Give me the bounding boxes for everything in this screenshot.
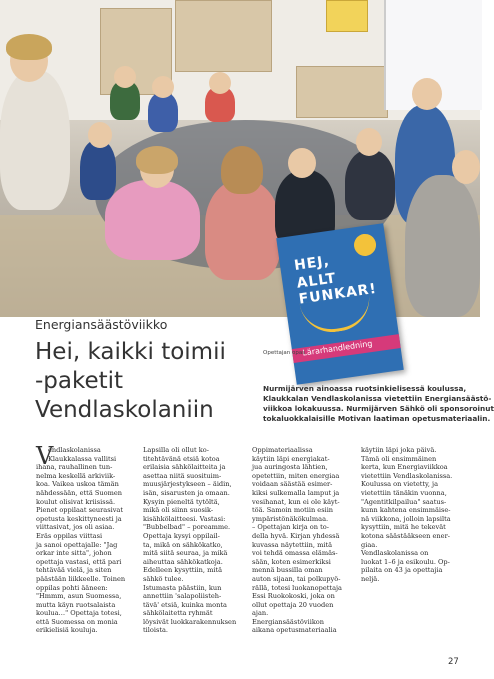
title-line: -paketit	[35, 368, 124, 394]
lead-line: Klaukkalan Vendlaskolanissa vietettiin Energiansäästö-	[263, 394, 492, 403]
body-line: isän, sisarusten ja omaan.	[143, 488, 230, 497]
title-line: Vendlaskolaniin	[35, 397, 214, 423]
body-line: erilaisia sähkölaitteita ja	[143, 463, 226, 472]
body-line: endlaskolanissa	[48, 446, 101, 454]
book-band-text: Lärarhandledning	[301, 338, 373, 358]
body-line: annettiin 'salapoliisteh-	[143, 592, 222, 601]
body-line: mitä siitä seuraa, ja mikä	[143, 549, 228, 558]
body-line: päästään liikkeelle. Toinen	[36, 574, 126, 583]
body-line: ja sanoi opettajalle: "Jag	[36, 540, 118, 549]
body-line: opetusta keskittyneesti ja	[36, 514, 122, 523]
article-lead	[263, 384, 494, 424]
body-column-1	[36, 442, 136, 635]
body-line: tiloista.	[143, 626, 169, 635]
body-line: Opettaja kysyi oppilail-	[143, 531, 220, 540]
teacher-left-hair	[6, 34, 52, 60]
body-line: Klaukkalassa vallitsi	[48, 454, 117, 463]
book-title-line-2: ALLT FUNKAR!	[295, 270, 378, 308]
body-line: Eräs oppilas viittasi	[36, 531, 103, 540]
body-column-4	[361, 446, 461, 584]
body-line: della hyvä. Kirjan yhdessä	[252, 531, 340, 540]
body-line: käytiin läpi joka päivä.	[361, 446, 437, 454]
body-line: muusjärjestykseen – äidin,	[143, 480, 232, 489]
body-line: töä. Samoin motiin esiin	[252, 506, 334, 515]
body-line: luokat 1–6 ja esikoulu. Op-	[361, 557, 450, 566]
title-line: Hei, kaikki toimii	[35, 339, 226, 365]
body-line: "Agentitkilpailua" saatus-	[361, 497, 447, 506]
child-back-red-head	[209, 72, 231, 94]
body-line: kunn kahtena ensimmäise-	[361, 506, 451, 515]
body-line: mutta käyn ruotsalaista	[36, 600, 116, 609]
body-column-2	[143, 446, 243, 635]
body-line: sään, koten esimerkiksi	[252, 557, 331, 566]
page-number: 27	[448, 657, 459, 667]
body-line: kiksi sulkemalla lamput ja	[252, 488, 340, 497]
body-line: ympäristönäkökulmaa.	[252, 514, 329, 523]
body-line: Oppimateriaalissa	[252, 446, 313, 454]
body-line: kotona säästääkseen ener-	[361, 531, 450, 540]
body-line: oppilas pohti ääneen:	[36, 583, 108, 592]
body-line: että Suomessa on monia	[36, 617, 118, 626]
body-line: "Hmmm, asun Suomessa,	[36, 592, 122, 601]
body-line: vesihanat, kun ei ole käyt-	[252, 497, 340, 506]
teacher-right-head	[412, 78, 442, 110]
body-line: viittasivat, jos oli asiaa.	[36, 523, 115, 532]
body-line: jua auringosta lähtien,	[252, 463, 328, 472]
body-line: aikana opetusmateriaalia	[252, 626, 337, 635]
lead-line: viikkoa lokakuussa. Nurmijärven Sähkö oli sponsoroinut	[263, 404, 494, 413]
drop-cap: V	[36, 442, 54, 470]
body-line: opetettiin, miten energiaa	[252, 471, 340, 480]
body-line: nähdessään, että Suomen	[36, 488, 122, 497]
body-line: orkar inte sitta", johon	[36, 549, 112, 558]
body-line: aiheuttaa sähkökatkoja.	[143, 557, 223, 566]
body-line: nä viikkona, jolloin lapsilta	[361, 514, 451, 523]
body-line: käytiin läpi energiakat-	[252, 454, 330, 463]
teacher-left	[0, 70, 70, 210]
body-line: – Opettajan kirja on to-	[252, 523, 329, 532]
body-line: titehtävänä etsiä kotoa	[143, 454, 220, 463]
body-line: löysivät luokkarakennuksen	[143, 617, 237, 626]
child-salmon-shirt	[205, 180, 280, 280]
body-line: koa. Vaikea uskoa tämän	[36, 480, 119, 489]
lead-line: tokaluokkalaisille Motivan laatiman opetusmateriaalin.	[263, 414, 491, 423]
body-line: koulua…" Opettaja totesi,	[36, 609, 122, 618]
body-line: auton sijaan, tai polkupyö-	[252, 574, 341, 583]
book-band	[292, 334, 401, 363]
wooden-cabinet	[175, 0, 272, 72]
body-line: ollut opettaja 20 vuoden	[252, 600, 334, 609]
sun-icon	[353, 233, 378, 258]
body-line: Vendlaskolanissa on	[361, 549, 429, 558]
body-line: sähkölaitetta ryhmät	[143, 609, 213, 618]
body-line: Tämä oli ensimmäinen	[361, 454, 437, 463]
body-line: erikielisiä kouluja.	[36, 626, 98, 635]
child-back-blue	[148, 92, 178, 132]
body-line: Pienet oppilaat seurasivat	[36, 506, 123, 515]
article-kicker: Energiansäästöviikko	[35, 317, 168, 332]
child-back-green-head	[114, 66, 136, 88]
child-salmon-hair	[221, 146, 263, 194]
book-title-line-1: HEJ,	[293, 253, 331, 274]
child-pink-shirt	[105, 180, 200, 260]
body-line: mikä oli siinn suosik-	[143, 506, 214, 515]
body-line: Lapsilla oli ollut ko-	[143, 446, 209, 454]
child-right-head	[356, 128, 382, 156]
body-line: tävä' etsiä, kuinka monta	[143, 600, 227, 609]
child-right-sitting	[345, 150, 395, 220]
body-line: Energiansäästöviikon	[252, 617, 325, 626]
adult-right	[405, 175, 480, 317]
body-line: nelma keskellä arkiviik-	[36, 471, 116, 480]
body-line: vietettiin tänäkin vuonna,	[361, 488, 447, 497]
body-line: Edelleen kysyttiin, mitä	[143, 566, 223, 575]
body-column-3	[252, 446, 352, 635]
body-line: pilaita on 43 ja opettajia	[361, 566, 443, 575]
article-title	[35, 338, 226, 425]
child-left-blue-head	[88, 122, 112, 148]
body-line: Koulussa on vietetty, ja	[361, 480, 439, 489]
child-dark-head	[288, 148, 316, 178]
teacher-guide-book-cover	[276, 223, 404, 385]
body-line: koulut olisivat kriisissä.	[36, 497, 116, 506]
body-line: tehtävää vielä, ja siten	[36, 566, 112, 575]
book-caption: Opettajan opas	[263, 350, 306, 356]
body-line: rällä, totesi luokanopettaja	[252, 583, 342, 592]
lead-line: Nurmijärven ainoassa ruotsinkielisessä koulussa,	[263, 384, 467, 393]
body-line: vietettiin Vendlaskolanissa.	[361, 471, 453, 480]
body-line: ihana, rauhallinen tun-	[36, 463, 113, 472]
body-line: ajan.	[252, 609, 269, 618]
toy-shelf	[296, 66, 388, 118]
adult-right-head	[452, 150, 480, 184]
body-line: kisähkölaitteesi. Vastasi:	[143, 514, 226, 523]
wall-poster	[326, 0, 368, 32]
body-line: opettaja vastasi, että pari	[36, 557, 122, 566]
body-line: Essi Ruokokoski, joka on	[252, 592, 335, 601]
body-line: kerta, kun Energiaviikkoa	[361, 463, 448, 472]
body-line: mennä bussilla oman	[252, 566, 323, 575]
body-line: kysyttiin, mitä he tekevät	[361, 523, 446, 532]
child-pink-hair	[136, 146, 178, 174]
body-line: kuvassa näytettiin, mitä	[252, 540, 333, 549]
body-line: Kysyin pieneltä tytöltä,	[143, 497, 220, 506]
body-line: voi tehdä omassa elämäs-	[252, 549, 338, 558]
body-line: "Bubbelbad" – poreamme.	[143, 523, 231, 532]
body-line: sähkö tulee.	[143, 574, 184, 583]
body-line: giaa.	[361, 540, 378, 549]
body-line: ta, mikä on sähkökatko,	[143, 540, 223, 549]
body-line: Istumasta päästiin, kun	[143, 583, 222, 592]
body-line: neljä.	[361, 574, 380, 583]
body-line: voidaan säästää esimer-	[252, 480, 333, 489]
body-line: asettaa niitä suosituim-	[143, 471, 222, 480]
child-back-blue-head	[152, 76, 174, 98]
child-left-blue	[80, 140, 116, 200]
